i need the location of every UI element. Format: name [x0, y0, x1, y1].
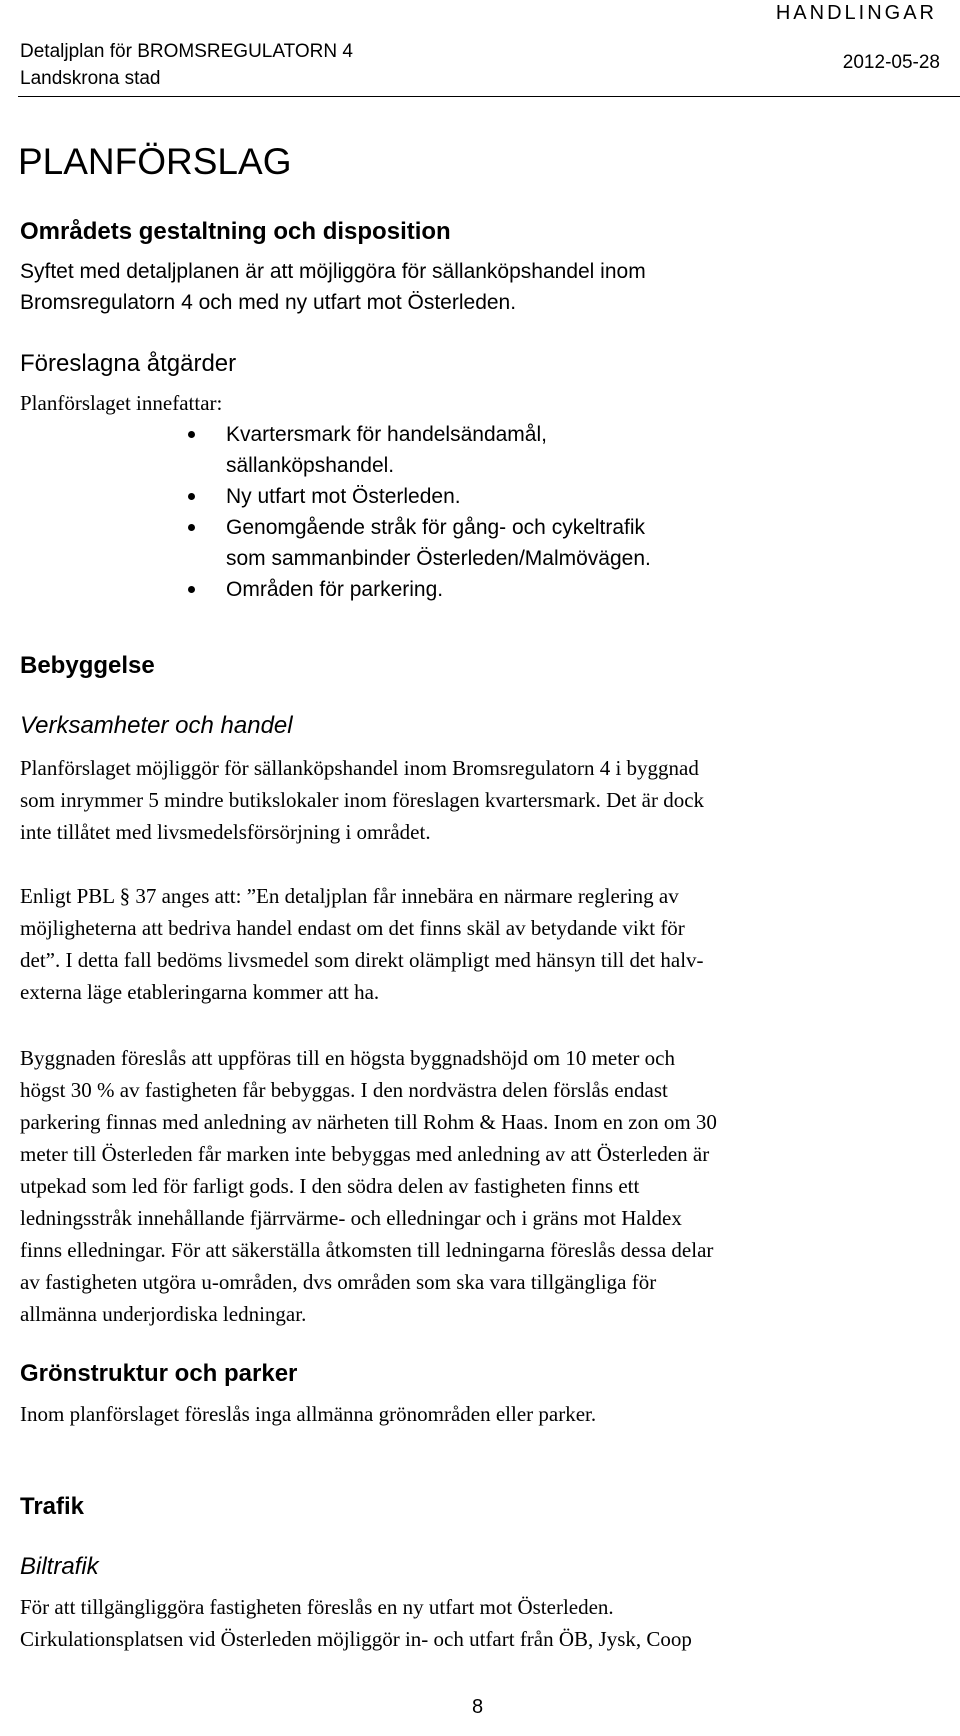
page-title: PLANFÖRSLAG — [18, 141, 292, 182]
disposition-text — [20, 256, 646, 318]
list-item: Genomgående stråk för gång- och cykeltrafik som sammanbinder Österleden/Malmövägen. — [226, 516, 651, 570]
paragraph-business-3: Byggnaden föreslås att uppföras till en högsta byggnadshöjd om 10 meter och högst 30 % av fastigheten får bebyggas. I den nordvästra delen förslås endast parkering finnas med anledning av närheten till Rohm & Haas. Inom en zon om 30 meter till Österleden får marken inte bebyggas med anledning av att Österleden är utpekad som led för farligt gods. I den södra delen av fastigheten finns ett ledningsstråk innehållande fjärrvärme- och elledningar och i gräns mot Haldex finns elledningar. För att säkerställa åtkomsten till ledningarna föreslås dessa delar av fastigheten utgöra u-områden, dvs områden som ska vara tillgängliga för allmänna underjordiska ledningar. — [20, 1046, 717, 1326]
paragraph-business-1: Planförslaget möjliggör för sällanköpshandel inom Bromsregulatorn 4 i byggnad som inrymmer 5 mindre butikslokaler inom föreslagen kvartersmark. Det är dock inte tillåtet med livsmedelsförsörjning i området. — [20, 756, 705, 844]
header-date: 2012-05-28 — [842, 52, 940, 73]
subheading-car-traffic: Biltrafik — [20, 1553, 99, 1580]
bullet-marker — [188, 586, 195, 593]
heading-measures: Föreslagna åtgärder — [20, 350, 237, 377]
heading-traffic: Trafik — [20, 1493, 85, 1520]
heading-buildings: Bebyggelse — [20, 652, 155, 679]
list-item: Områden för parkering. — [226, 578, 444, 601]
paragraph-business-2: Enligt PBL § 37 anges att: ”En detaljplan får innebära en närmare reglering av möjligheterna att bedriva handel endast om det finns skäl av betydande vikt för det”. I detta fall bedöms livsmedel som direkt olämpligt med hänsyn till det halv- externa läge etableringarna kommer att ha. — [20, 884, 704, 1004]
header-doc-title: Detaljplan för BROMSREGULATORN 4 — [20, 41, 353, 62]
heading-disposition: Områdets gestaltning och disposition — [20, 218, 451, 245]
measures-intro: Planförslaget innefattar: — [20, 391, 223, 415]
bullet-list — [226, 419, 651, 605]
header-document-info — [20, 38, 353, 92]
paragraph-green: Inom planförslaget föreslås inga allmänna grönområden eller parker. — [20, 1402, 597, 1426]
text-line: Syftet med detaljplanen är att möjliggöra för sällanköpshandel inom — [20, 260, 646, 283]
header-municipality: Landskrona stad — [20, 68, 161, 89]
bullet-marker — [188, 431, 195, 438]
page-number: 8 — [472, 1696, 484, 1718]
subheading-business: Verksamheter och handel — [20, 712, 293, 739]
bullet-marker — [188, 493, 195, 500]
bullet-marker — [188, 524, 195, 531]
header-divider — [18, 96, 960, 97]
heading-green: Grönstruktur och parker — [20, 1360, 298, 1387]
list-item: Ny utfart mot Österleden. — [226, 485, 461, 508]
list-item: Kvartersmark för handelsändamål, sällanköpshandel. — [226, 423, 547, 477]
paragraph-traffic: För att tillgängliggöra fastigheten föreslås en ny utfart mot Österleden. Cirkulationsplatsen vid Österleden möjliggör in- och utfart från ÖB, Jysk, Coop — [20, 1595, 692, 1651]
text-line: Bromsregulatorn 4 och med ny utfart mot Österleden. — [20, 291, 517, 314]
header-label: HANDLINGAR — [775, 2, 937, 24]
